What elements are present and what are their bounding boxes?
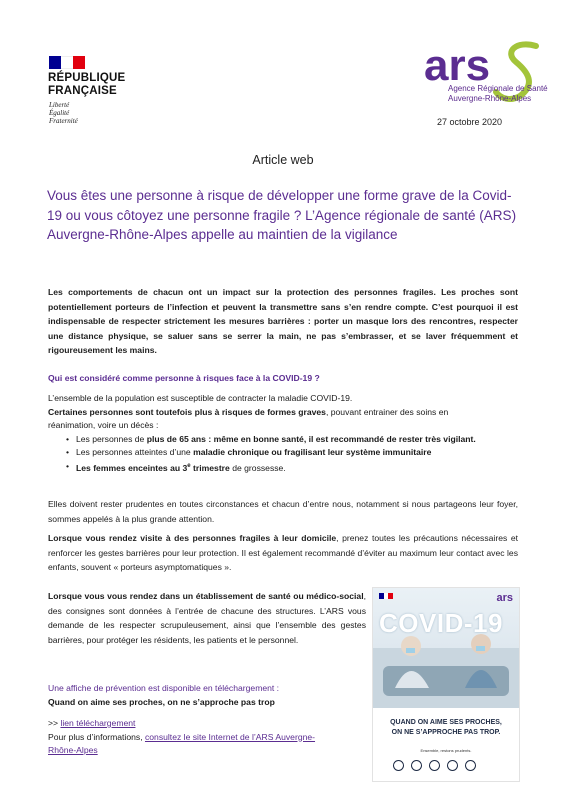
poster-gesture-icons	[393, 760, 476, 771]
rf-name-line2: FRANÇAISE	[48, 85, 117, 97]
risk-line1: L’ensemble de la population est susceptible de contracter la maladie COVID-19.	[48, 393, 353, 403]
covid-poster-image[interactable]	[372, 587, 520, 782]
handwash-icon	[429, 760, 440, 771]
rf-motto	[49, 101, 78, 125]
risk-section	[48, 392, 518, 475]
ars-logo-subtitle	[448, 84, 548, 103]
paragraph-health-facility	[48, 589, 366, 647]
intro-paragraph: Les comportements de chacun ont un impact sur la protection des personnes fragiles. Les proches sont potentiellement porteurs de l’infection et peuvent la transmettre sans s’en rendre compte. C’est pourquoi il est indispensable de respecter strictement les mesures barrières : porter un masque lors des rencontres, respecter une distance physique, se saluer sans se serrer la main, ne pas s’embrasser, et se laver fréquemment et rigoureusement les mains.	[48, 287, 518, 355]
poster-flag-icon	[379, 593, 393, 599]
republique-francaise-logo	[48, 72, 125, 98]
motto-liberte: Liberté	[49, 101, 70, 109]
download-title: Une affiche de prévention est disponible en téléchargement :	[48, 683, 280, 693]
download-link-row	[48, 717, 315, 731]
document-type: Article web	[252, 153, 314, 167]
poster-tag-line1: QUAND ON AIME SES PROCHES,	[390, 719, 502, 726]
ars-website-link[interactable]: consultez le site Internet de l’ARS Auvergne-	[144, 731, 316, 742]
distance-icon	[411, 760, 422, 771]
ars-website-link-cont[interactable]: Rhône-Alpes	[48, 745, 98, 755]
poster-tag-line2: ON NE S’APPROCHE PAS TROP.	[391, 729, 501, 736]
info-row-2	[48, 744, 315, 758]
poster-photo	[373, 588, 519, 708]
download-link[interactable]: lien téléchargement	[60, 718, 136, 728]
list-item	[66, 460, 518, 475]
headline: Vous êtes une personne à risque de développer une forme grave de la Covid-19 ou vous côtoyez une personne fragile ? L’Agence régionale de santé (ARS) Auvergne-Rhône-Alpes appelle au maintien de la vigilance	[47, 188, 517, 242]
list-item	[66, 433, 518, 447]
risk-line2	[48, 406, 518, 420]
rf-name-line1: RÉPUBLIQUE	[48, 72, 126, 84]
mask-icon	[393, 760, 404, 771]
bullet3-rest: de grossesse.	[229, 462, 286, 473]
motto-fraternite: Fraternité	[49, 117, 78, 125]
section-title: Qui est considéré comme personne à risques face à la COVID-19 ?	[48, 373, 320, 383]
list-item	[66, 446, 518, 460]
paragraph-home-visit	[48, 531, 518, 575]
ars-logo-letters: ars	[424, 41, 491, 90]
bullet2-bold: maladie chronique ou fragilisant leur système immunitaire	[193, 447, 432, 457]
bullet1-bold: plus de 65 ans : même en bonne santé, il est recommandé de rester très vigilant.	[146, 433, 476, 444]
bullet1-text: Les personnes de	[76, 433, 147, 444]
bullet2-text: Les personnes atteintes d’une	[76, 447, 194, 457]
risk-bullet-list	[48, 433, 518, 475]
link-prefix: >>	[48, 718, 61, 728]
info-row	[48, 731, 315, 745]
poster-title: COVID-19	[379, 608, 503, 638]
info-prefix: Pour plus d’informations,	[48, 731, 145, 742]
risk-line2-rest: , pouvant entrainer des soins en	[325, 406, 449, 417]
home-visit-rest: , prenez toutes les précautions nécessaires et renforcer les gestes barrières pour leur protection. Il est également recommandé d’éviter au maximum leur contact avec les enfants, souvent « porteurs asymptomatiques ».	[48, 533, 518, 572]
bullet3-sup: e	[187, 462, 191, 469]
links-block	[48, 717, 315, 758]
no-handshake-icon	[447, 760, 458, 771]
bullet3-bold1: Les femmes enceintes au 3	[76, 462, 188, 473]
elderly-couple-illustration	[373, 588, 519, 708]
paragraph-prudence: Elles doivent rester prudentes en toutes circonstances et chacun d’entre nous, notamment si nous partageons leur foyer, sommes appelés à la plus grande attention.	[48, 499, 518, 524]
poster-tagline	[373, 718, 519, 738]
health-facility-rest: , des consignes sont données à l’entrée de chacune des structures. L’ARS vous demande de les respecter scrupuleusement, ainsi que l’ensemble des gestes barrières, pour protéger les résidents, les patients et le personnel.	[48, 591, 366, 645]
french-flag-icon	[49, 56, 85, 69]
risk-line3: réanimation, voire un décès :	[48, 420, 159, 430]
no-kiss-icon	[465, 760, 476, 771]
ars-sub-line2: Auvergne-Rhône-Alpes	[448, 93, 532, 103]
ars-sub-line1: Agence Régionale de Santé	[448, 84, 548, 93]
bullet3-bold2: trimestre	[190, 462, 230, 473]
health-facility-bold: Lorsque vous vous rendez dans un établissement de santé ou médico-social	[48, 591, 364, 601]
download-subtitle: Quand on aime ses proches, on ne s’approche pas trop	[48, 697, 275, 707]
risk-line2-bold: Certaines personnes sont toutefois plus à risques de formes graves	[48, 406, 326, 417]
poster-ars-logo: ars	[496, 592, 513, 604]
publication-date: 27 octobre 2020	[437, 117, 503, 127]
home-visit-bold: Lorsque vous rendez visite à des personnes fragiles à leur domicile	[48, 533, 337, 543]
motto-egalite: Égalité	[49, 109, 70, 117]
poster-small-text: Ensemble, restons prudents.	[420, 748, 472, 753]
